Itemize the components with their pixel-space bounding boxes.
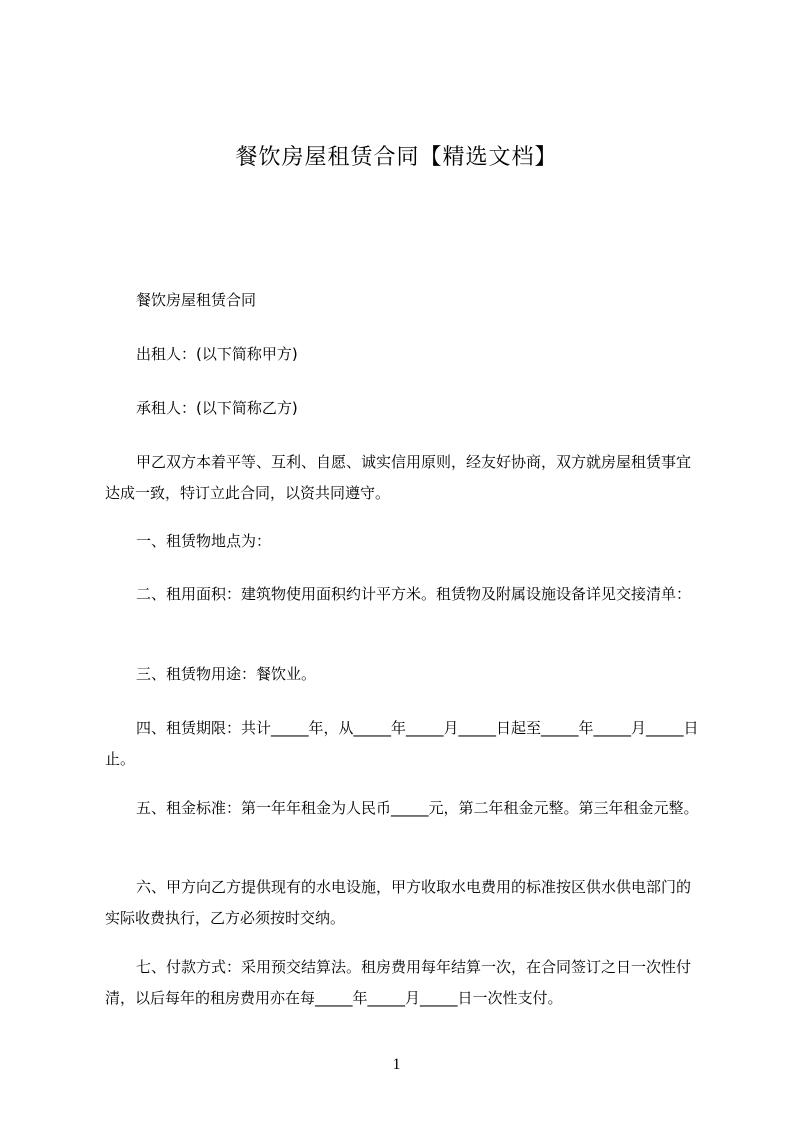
clause-7-payment: 七、付款方式：采用预交结算法。租房费用每年结算一次，在合同签订之日一次性付清，以后每年的租房费用亦在每_____年_____月_____日一次性支付。 <box>105 958 692 1007</box>
page-number: 1 <box>392 1056 401 1073</box>
clause-5-rent: 五、租金标准：第一年年租金为人民币_____元，第二年租金元整。第三年租金元整。 <box>136 799 699 817</box>
paragraph-lessor: 出租人：(以下简称甲方) <box>136 345 298 363</box>
paragraph-contract-name: 餐饮房屋租赁合同 <box>136 291 257 309</box>
clause-2-area: 二、租用面积：建筑物使用面积约计平方米。租赁物及附属设施设备详见交接清单： <box>136 585 692 603</box>
clause-4-term: 四、租赁期限：共计_____年，从_____年_____月_____日起至_____年_____月_____日止。 <box>105 719 699 768</box>
paragraph-preamble: 甲乙双方本着平等、互利、自愿、诚实信用原则，经友好协商，双方就房屋租赁事宜达成一致，特订立此合同，以资共同遵守。 <box>105 453 692 502</box>
clause-1-location: 一、租赁物地点为： <box>136 532 272 550</box>
clause-6-utilities: 六、甲方向乙方提供现有的水电设施，甲方收取水电费用的标准按区供水供电部门的实际收费执行，乙方必须按时交纳。 <box>105 878 692 927</box>
paragraph-lessee: 承租人：(以下简称乙方) <box>136 399 298 417</box>
document-title: 餐饮房屋租赁合同【精选文档】 <box>235 145 558 170</box>
clause-3-usage: 三、租赁物用途：餐饮业。 <box>136 665 317 683</box>
